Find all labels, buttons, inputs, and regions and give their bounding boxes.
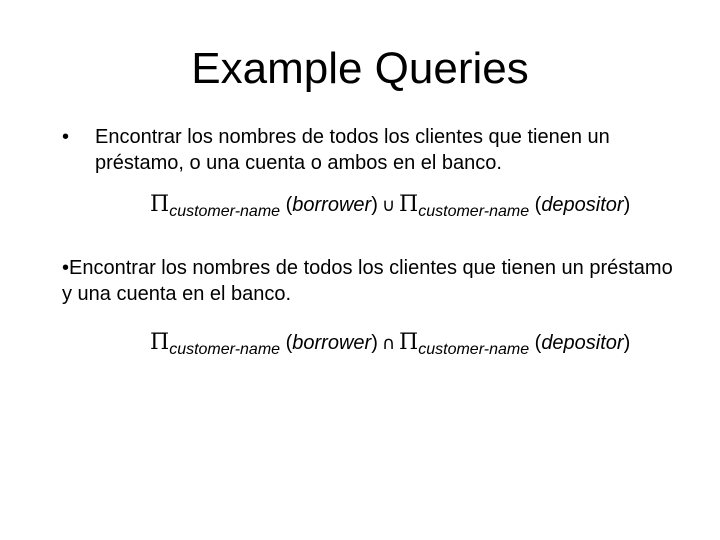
union-operator: ∪ [381, 195, 396, 216]
projection-symbol: Π [150, 192, 170, 217]
projection-subscript: customer-name [418, 203, 530, 220]
projection-subscript: customer-name [418, 341, 530, 358]
bullet-text-intersection: Encontrar los nombres de todos los clientes que tienen un préstamo y una cuenta en el banco. [62, 257, 673, 305]
slide-title: Example Queries [191, 44, 529, 93]
relation-name: borrower [292, 194, 372, 216]
relation-name: depositor [541, 332, 624, 354]
bullet-item-union [62, 124, 682, 176]
union-expression: $\Pi_{customer-name}$ (borrower) ∪ $\Pi_{customer-name}$ (depositor) [150, 192, 631, 220]
projection-symbol: Π [399, 330, 419, 355]
projection-symbol: Π [150, 330, 170, 355]
projection-symbol: Π [399, 192, 419, 217]
intersection-expression: $\Pi_{customer-name}$ (borrower) ∩ $\Pi_{customer-name}$ (depositor) [150, 330, 631, 358]
relation-name: depositor [541, 194, 624, 216]
relation-name: borrower [292, 332, 372, 354]
bullet-icon: • [62, 126, 70, 148]
projection-subscript: customer-name [169, 341, 281, 358]
intersection-operator: ∩ [381, 333, 396, 354]
projection-subscript: customer-name [169, 203, 281, 220]
bullet-text-union: Encontrar los nombres de todos los clientes que tienen un préstamo, o una cuenta o ambos en el banco. [95, 126, 610, 174]
bullet-item-intersection [62, 255, 682, 307]
bullet-icon: • [62, 257, 70, 279]
